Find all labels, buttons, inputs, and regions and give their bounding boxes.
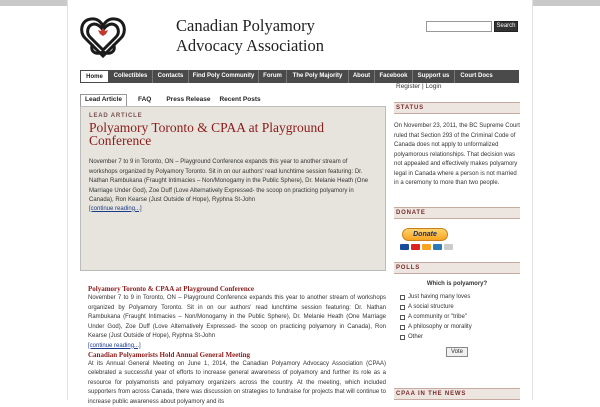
poll-option[interactable] (400, 302, 520, 312)
poll-options (400, 292, 520, 342)
nav-item-facebook[interactable]: Facebook (375, 70, 413, 83)
nav-item-court-docs[interactable]: Court Docs (455, 70, 498, 83)
site-logo[interactable] (79, 12, 127, 60)
news-heading: CPAA IN THE NEWS (394, 388, 520, 400)
poll-option-label: A community or "tribe" (408, 314, 467, 320)
checkbox[interactable] (400, 335, 405, 340)
checkbox[interactable] (400, 315, 405, 320)
nav-item-contacts[interactable]: Contacts (153, 70, 189, 83)
login-link[interactable]: Login (426, 83, 442, 90)
vote-button[interactable]: Vote (446, 347, 468, 357)
discover-icon (422, 244, 431, 250)
nav-item-forum[interactable]: Forum (259, 70, 287, 83)
poll-option[interactable] (400, 292, 520, 302)
account-links (396, 83, 441, 90)
main-nav (80, 70, 519, 83)
poll-option[interactable] (400, 312, 520, 322)
poll-option[interactable] (400, 332, 520, 342)
search-input[interactable] (426, 21, 492, 32)
nav-item-about[interactable]: About (349, 70, 375, 83)
site-title-line1: Canadian Polyamory (176, 16, 396, 36)
status-heading: STATUS (394, 102, 520, 114)
post-continue-link[interactable]: [continue reading...] (88, 342, 386, 351)
register-link[interactable]: Register (396, 83, 420, 90)
poll-option-label: A social structure (408, 304, 454, 310)
content-tabs (80, 94, 266, 106)
sidebar-donate (394, 207, 520, 250)
tab-recent-posts[interactable]: Recent Posts (215, 94, 264, 106)
polls-heading: POLLS (394, 262, 520, 274)
post-body: November 7 to 9 in Toronto, ON – Playground Conference expands this year to another stream of workshops organized by Polyamory Toronto. Sit in on our authors' read lunchtime session featuring: Dr. Nathan Rambukana (Fraught Intimacies – Non/Monogamy in the Public Sphere), Dr. Melanie Heath (One Marriage Under God), Zoe Duff (Love Alternatively Expressed- the scoop on practicing polyamory in Canada), Ron Kearse (Just Outside of Hope), Ryphna St-John (88, 294, 386, 342)
visa-icon (400, 244, 409, 250)
nav-item-find-poly-community[interactable]: Find Poly Community (189, 70, 259, 83)
donate-heading: DONATE (394, 207, 520, 219)
post-body: At its Annual General Meeting on June 1, 2014, the Canadian Polyamory Advocacy Association (CPAA) celebrated a successful year of efforts to increase general awareness of polyamory and further its role as a resource for polyamorists and polyamory organizers across the country. At the meeting, which included supporters from across Canada, there was discussion on strategies to fundraise for projects that will continue to increase public awareness about polyamory and its (88, 360, 386, 407)
status-text: On November 23, 2011, the BC Supreme Court ruled that Section 293 of the Criminal Code of Canada does not apply to unformalized polyamorous relationships. That decision was not appealed and effectively makes polyamory legal in Canada where a person is not married in a ceremony to more than two people. (394, 114, 520, 189)
post-title[interactable]: Polyamory Toronto & CPAA at Playground Conference (88, 285, 386, 294)
sidebar-news (394, 388, 520, 400)
post-list (88, 285, 386, 407)
tab-lead-article[interactable]: Lead Article (80, 94, 127, 106)
checkbox[interactable] (400, 295, 405, 300)
sidebar-status (394, 102, 520, 189)
nav-item-home[interactable]: Home (80, 70, 109, 83)
poll-question: Which is polyamory? (394, 281, 520, 287)
poll-option-label: A philosophy or morality (408, 324, 472, 330)
featured-title[interactable]: Polyamory Toronto & CPAA at Playground Conference (89, 121, 377, 147)
featured-continue-link[interactable]: [continue reading...] (89, 206, 377, 212)
nav-item-collectibles[interactable]: Collectibles (109, 70, 153, 83)
lead-article-label: LEAD ARTICLE (89, 113, 377, 119)
tab-faq[interactable]: FAQ (128, 94, 161, 106)
site-title-line2: Advocacy Association (176, 36, 396, 56)
post-title[interactable]: Canadian Polyamorists Hold Annual General Meeting (88, 351, 386, 360)
search-button[interactable]: Search (494, 21, 518, 32)
donate-button[interactable]: Donate (402, 228, 448, 241)
tab-press-release[interactable]: Press Release (162, 94, 214, 106)
site-title[interactable] (176, 16, 396, 56)
bank-icon (444, 244, 453, 250)
mastercard-icon (411, 244, 420, 250)
amex-icon (433, 244, 442, 250)
poll-option-label: Just having many loves (408, 294, 470, 300)
featured-article (80, 106, 386, 271)
nav-item-support-us[interactable]: Support us (413, 70, 455, 83)
payment-cards (400, 244, 520, 250)
checkbox[interactable] (400, 305, 405, 310)
poll-option[interactable] (400, 322, 520, 332)
checkbox[interactable] (400, 325, 405, 330)
sidebar-polls (394, 262, 520, 357)
nav-item-poly-majority[interactable]: The Poly Majority (287, 70, 349, 83)
poll-option-label: Other (408, 334, 423, 340)
featured-body: November 7 to 9 in Toronto, ON – Playground Conference expands this year to another stream of workshops organized by Polyamory Toronto. Sit in on our authors' read lunchtime session featuring: Dr. Nathan Rambukana (Fraught Intimacies – Non/Monogamy in the Public Sphere), Dr. Melanie Heath (One Marriage Under God), Zoe Duff (Love Alternatively Expressed- the scoop on practicing polyamory in Canada), Ron Kearse (Just Outside of Hope), Ryphna St-John (89, 158, 377, 206)
account-separator: | (422, 83, 424, 90)
